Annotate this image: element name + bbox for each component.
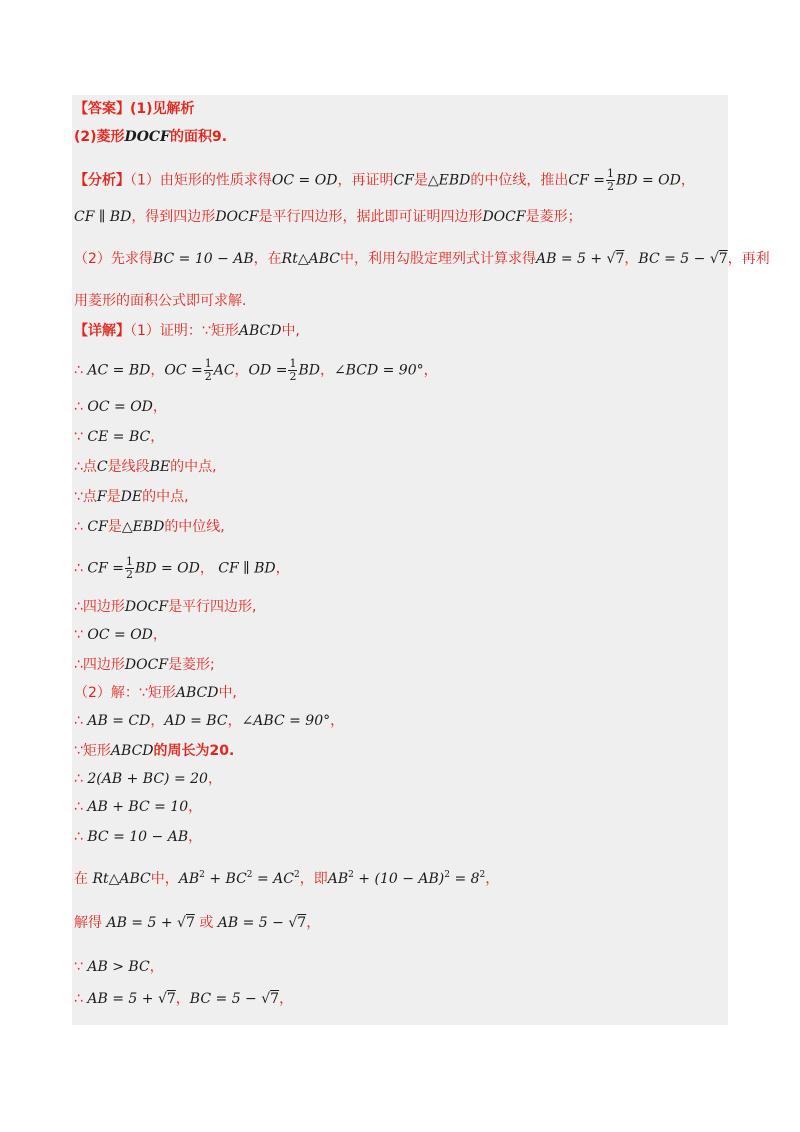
comma: ， (152, 399, 167, 415)
math-expr: AB (178, 871, 200, 887)
comma: ， (175, 991, 190, 1007)
detail-line-6 (74, 488, 189, 506)
math-expr: DOCF (482, 209, 526, 225)
analysis-line-4 (74, 292, 246, 310)
detail-text: （2）解：∵矩形 (74, 685, 176, 701)
sqrt: √7 (157, 991, 176, 1007)
comma: ， (188, 829, 203, 845)
comma: ， (423, 362, 438, 379)
math-expr: AB (327, 871, 349, 887)
math-expr: ABCD (175, 685, 219, 701)
fraction (125, 556, 134, 581)
detail-line-19 (74, 914, 320, 932)
analysis-text: 用菱形的面积公式即可求解. (74, 293, 247, 309)
math-expr: OC = (164, 362, 203, 379)
detail-text: 是 (107, 519, 122, 535)
math-expr: + (10 − AB) (353, 871, 445, 887)
analysis-text: ， (624, 251, 639, 267)
math-expr: BD (298, 362, 320, 379)
detail-text: 点 (82, 489, 97, 505)
analysis-text: ，再利 (727, 251, 770, 267)
math-expr: AB = 5 + (87, 991, 158, 1007)
comma: ， (279, 991, 294, 1007)
detail-text: ，即 (299, 871, 328, 887)
math-expr: CE = BC (87, 429, 151, 445)
comma: ， (150, 362, 165, 379)
math-expr: BD = OD (134, 560, 200, 577)
detail-line-14 (74, 742, 234, 760)
detail-text: 的周长为20. (153, 743, 235, 759)
math-expr: ∠ABC = 90° (241, 713, 331, 729)
math-expr: AD = BC (164, 713, 228, 729)
fraction (288, 358, 297, 383)
fraction-numerator: 1 (204, 357, 212, 370)
detail-text: 或 (199, 915, 214, 931)
answer-line-2 (74, 128, 227, 146)
fraction-denominator: 2 (289, 370, 297, 383)
detail-line-9 (74, 598, 257, 616)
superscript: 2 (199, 870, 205, 880)
radicand: 7 (615, 251, 625, 267)
detail-line-18 (74, 866, 499, 888)
math-expr: BC = 10 − AB (152, 251, 254, 267)
detail-line-11 (74, 656, 215, 674)
math-expr: + BC (204, 871, 247, 887)
math-expr: DOCF (124, 657, 169, 673)
fraction-numerator: 1 (289, 357, 297, 370)
math-expr: AB = 5 + (535, 251, 607, 267)
detail-line-15 (74, 770, 222, 788)
detail-line-1 (74, 322, 300, 340)
fraction-denominator: 2 (607, 180, 614, 193)
detail-text: 的中点, (170, 459, 217, 475)
analysis-text: ，再证明 (337, 172, 394, 189)
detail-line-10 (74, 626, 167, 644)
detail-line-21 (74, 990, 293, 1008)
detail-text: 解得 (74, 915, 102, 931)
detail-line-3 (74, 398, 167, 416)
math-expr: Rt△ABC (92, 871, 151, 887)
detail-text: （1）证明：∵矩形 (130, 323, 239, 339)
sqrt: √7 (606, 251, 625, 267)
comma: ， (152, 627, 167, 643)
superscript: 2 (246, 870, 253, 880)
radicand: 7 (718, 251, 728, 267)
therefore-symbol: ∴ (74, 519, 83, 535)
fraction-numerator: 1 (607, 167, 614, 180)
detail-line-2 (74, 358, 438, 383)
because-symbol: ∵ (74, 743, 83, 759)
detail-line-7 (74, 518, 225, 536)
because-symbol: ∵ (74, 429, 83, 445)
analysis-text: ，在 (253, 251, 282, 267)
therefore-symbol: ∴ (74, 713, 83, 729)
therefore-symbol: ∴ (74, 560, 83, 577)
detail-text: 中, (218, 685, 237, 701)
math-expr: CF = (568, 172, 605, 189)
fraction (606, 168, 615, 193)
math-expr: DOCF (215, 209, 259, 225)
math-expr: F (96, 489, 107, 505)
math-expr: △EBD (121, 519, 165, 535)
math-expr: CF ∥ BD (218, 560, 276, 577)
comma: ， (188, 799, 203, 815)
comma: ， (234, 362, 249, 379)
math-expr: CF = (87, 560, 124, 577)
analysis-text: 是平行四边形，据此即可证明四边形 (258, 209, 483, 225)
radicand: 7 (185, 915, 195, 931)
detail-text: 矩形 (82, 743, 111, 759)
therefore-symbol: ∴ (74, 829, 83, 845)
math-expr: AB = 5 − (217, 915, 289, 931)
comma: ， (306, 915, 321, 931)
math-expr: ∠BCD = 90° (333, 362, 424, 379)
sqrt: √7 (177, 915, 195, 931)
detail-text: 是菱形; (168, 657, 215, 673)
analysis-text: 的中位线，推出 (470, 172, 569, 189)
superscript: 2 (348, 870, 354, 880)
math-expr: OD = (248, 362, 288, 379)
answer-part2-text: (2)菱形 (74, 129, 125, 145)
detail-text: 的中点, (142, 489, 189, 505)
math-expr: AB = CD (87, 713, 151, 729)
detail-line-4 (74, 428, 164, 446)
detail-text: 是平行四边形, (168, 599, 257, 615)
fraction (204, 358, 213, 383)
math-expr: BE (149, 459, 171, 475)
detail-text: 是 (106, 489, 121, 505)
math-expr: AB + BC = 10 (87, 799, 189, 815)
detail-line-8 (74, 556, 290, 581)
superscript: 2 (293, 870, 300, 880)
math-expr: C (96, 459, 108, 475)
math-expr: OC = OD (87, 399, 153, 415)
analysis-line-2 (74, 208, 582, 226)
answer-part2-math: DOCF (124, 129, 170, 145)
detail-label: 【详解】 (74, 323, 130, 339)
detail-line-16 (74, 798, 202, 816)
detail-line-5 (74, 458, 217, 476)
superscript: 2 (479, 870, 486, 880)
therefore-symbol: ∴ (74, 657, 83, 673)
math-expr: Rt△ABC (281, 251, 340, 267)
analysis-text: （1）由矩形的性质求得 (130, 172, 272, 189)
math-expr: BC = 5 − (189, 991, 262, 1007)
math-expr: ABCD (238, 323, 282, 339)
fraction-numerator: 1 (125, 555, 133, 568)
sqrt: √7 (261, 991, 280, 1007)
analysis-text: ， (680, 172, 695, 189)
detail-text: 中, (281, 323, 300, 339)
math-expr: DOCF (124, 599, 169, 615)
analysis-label: 【分析】 (74, 172, 130, 189)
comma: ， (199, 560, 214, 577)
math-expr: ABCD (110, 743, 154, 759)
analysis-line-3 (74, 250, 770, 268)
answer-label: 【答案】 (74, 101, 130, 117)
math-expr: CF (393, 172, 414, 189)
therefore-symbol: ∴ (74, 362, 83, 379)
comma: ， (330, 713, 345, 729)
detail-text: 是线段 (107, 459, 150, 475)
analysis-text: ，得到四边形 (131, 209, 216, 225)
math-expr: OC = OD (87, 627, 153, 643)
therefore-symbol: ∴ (74, 799, 83, 815)
math-expr: OC = OD (271, 172, 338, 189)
detail-text: 点 (82, 459, 97, 475)
answer-part2-tail: 的面积9. (169, 129, 228, 145)
because-symbol: ∵ (74, 489, 83, 505)
math-expr: AC (213, 362, 235, 379)
superscript: 2 (444, 870, 450, 880)
comma: ， (150, 713, 165, 729)
sqrt: √7 (288, 915, 307, 931)
math-expr: BD = OD (616, 172, 681, 189)
comma: ， (149, 959, 164, 975)
comma: ， (227, 713, 242, 729)
math-expr: = AC (252, 871, 294, 887)
detail-line-12 (74, 684, 237, 702)
fraction-denominator: 2 (204, 370, 212, 383)
comma: ， (275, 560, 290, 577)
detail-text: 四边形 (82, 657, 125, 673)
therefore-symbol: ∴ (74, 771, 83, 787)
detail-line-13 (74, 712, 344, 730)
answer-part1: (1)见解析 (130, 101, 195, 117)
math-expr: △EBD (427, 172, 471, 189)
because-symbol: ∵ (74, 627, 83, 643)
analysis-line-1 (74, 168, 695, 193)
math-expr: AC = BD (87, 362, 151, 379)
math-expr: BC = 10 − AB (87, 829, 189, 845)
therefore-symbol: ∴ (74, 991, 83, 1007)
analysis-text: 是 (413, 172, 428, 189)
math-expr: CF ∥ BD (74, 209, 132, 225)
math-expr: = 8 (450, 871, 480, 887)
math-expr: AB > BC (87, 959, 150, 975)
analysis-text: 中，利用勾股定理列式计算求得 (339, 251, 536, 267)
sqrt: √7 (709, 251, 728, 267)
detail-text: 的中位线, (164, 519, 225, 535)
math-expr: BC = 5 − (638, 251, 710, 267)
radicand: 7 (270, 991, 280, 1007)
math-expr: CF (87, 519, 108, 535)
comma: ， (150, 429, 165, 445)
therefore-symbol: ∴ (74, 399, 83, 415)
math-expr: DE (120, 489, 143, 505)
therefore-symbol: ∴ (74, 599, 83, 615)
detail-text: 在 (74, 871, 88, 887)
analysis-text: （2）先求得 (74, 251, 153, 267)
detail-text: 四边形 (82, 599, 125, 615)
comma: ， (485, 871, 500, 887)
math-expr: 2(AB + BC) = 20 (87, 771, 208, 787)
therefore-symbol: ∴ (74, 459, 83, 475)
because-symbol: ∵ (74, 959, 83, 975)
detail-text: 中， (150, 871, 179, 887)
answer-line-1 (74, 100, 195, 118)
detail-line-20 (74, 958, 164, 976)
radicand: 7 (297, 915, 307, 931)
math-expr: AB = 5 + (106, 915, 178, 931)
analysis-text: 是菱形； (525, 209, 582, 225)
comma: ， (207, 771, 222, 787)
detail-line-17 (74, 828, 202, 846)
radicand: 7 (166, 991, 176, 1007)
fraction-denominator: 2 (125, 568, 133, 581)
comma: ， (319, 362, 334, 379)
